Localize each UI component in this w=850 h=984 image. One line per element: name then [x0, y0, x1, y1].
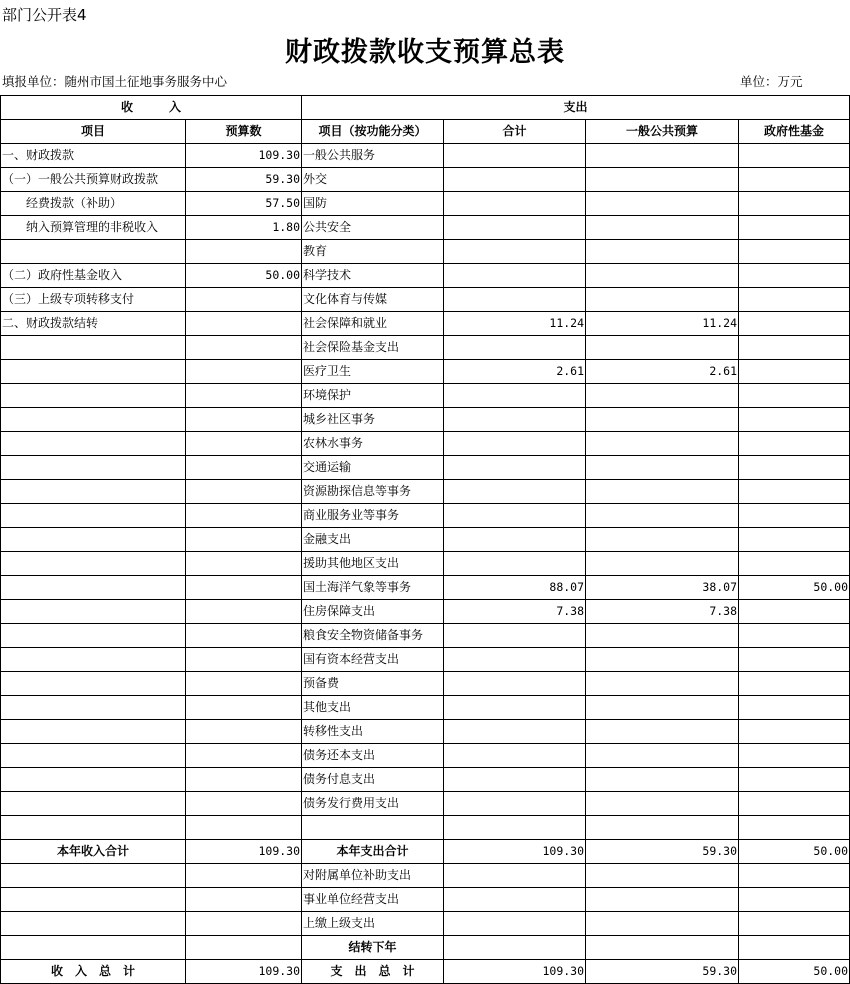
expense-item: 医疗卫生 [302, 360, 444, 384]
income-budget-value [186, 696, 302, 720]
expense-total-value [444, 480, 586, 504]
expense-gov-fund-value [739, 192, 850, 216]
income-item [1, 768, 186, 792]
expense-total-value: 7.38 [444, 600, 586, 624]
expense-grand-total-general: 59.30 [586, 960, 739, 984]
expense-general-value [586, 744, 739, 768]
income-budget-value: 1.80 [186, 216, 302, 240]
expense-gov-fund-value [739, 360, 850, 384]
expense-item: 公共安全 [302, 216, 444, 240]
income-item [1, 648, 186, 672]
income-item [1, 240, 186, 264]
expense-item: 商业服务业等事务 [302, 504, 444, 528]
expense-item: 国土海洋气象等事务 [302, 576, 444, 600]
table-row [1, 360, 850, 384]
table-row [1, 600, 850, 624]
expense-general-value [586, 432, 739, 456]
expense-gov-fund-value [739, 168, 850, 192]
table-row [1, 768, 850, 792]
expense-item: 金融支出 [302, 528, 444, 552]
expense-total-value: 2.61 [444, 360, 586, 384]
income-budget-value: 109.30 [186, 144, 302, 168]
income-item-header: 项目 [1, 120, 186, 144]
income-item [1, 504, 186, 528]
expense-total-value [444, 552, 586, 576]
expense-gov-fund-value [739, 552, 850, 576]
table-row [1, 264, 850, 288]
income-item [1, 792, 186, 816]
expense-total-value [444, 456, 586, 480]
expense-general-value [586, 648, 739, 672]
expense-general-value [586, 768, 739, 792]
expense-item: 资源勘探信息等事务 [302, 480, 444, 504]
expense-item: 上缴上级支出 [302, 912, 444, 936]
income-item [1, 384, 186, 408]
expense-gov-fund-value [739, 720, 850, 744]
income-year-total-label: 本年收入合计 [1, 840, 186, 864]
expense-general-value [586, 528, 739, 552]
expense-item [302, 816, 444, 840]
table-row [1, 480, 850, 504]
table-row [1, 528, 850, 552]
table-row [1, 744, 850, 768]
table-row [1, 792, 850, 816]
expense-total-value [444, 624, 586, 648]
income-item [1, 480, 186, 504]
table-row [1, 912, 850, 936]
expense-gov-fund-value [739, 696, 850, 720]
expense-grand-total-sum: 109.30 [444, 960, 586, 984]
page-title: 财政拨款收支预算总表 [285, 37, 565, 68]
expense-item: 交通运输 [302, 456, 444, 480]
table-row [1, 720, 850, 744]
expense-general-value [586, 336, 739, 360]
table-row [1, 144, 850, 168]
income-item: 二、财政拨款结转 [1, 312, 186, 336]
expense-year-total-label: 本年支出合计 [302, 840, 444, 864]
expense-gov-fund-value [739, 528, 850, 552]
income-item: 纳入预算管理的非税收入 [1, 216, 186, 240]
expense-gov-fund-value [739, 624, 850, 648]
income-item [1, 432, 186, 456]
grand-total-row [1, 960, 850, 984]
expense-total-value [444, 264, 586, 288]
income-item [1, 528, 186, 552]
income-budget-value: 59.30 [186, 168, 302, 192]
income-item [1, 456, 186, 480]
income-item: （一）一般公共预算财政拨款 [1, 168, 186, 192]
income-item [1, 552, 186, 576]
expense-group-header: 支出 [302, 96, 850, 120]
expense-total-value [444, 384, 586, 408]
filler-unit: 填报单位：随州市国土征地事务服务中心 [2, 74, 228, 89]
document-label: 部门公开表4 [2, 6, 87, 24]
table-row [1, 624, 850, 648]
income-budget-value [186, 672, 302, 696]
budget-table [0, 95, 850, 984]
currency-unit: 单位：万元 [740, 74, 803, 89]
table-row [1, 816, 850, 840]
expense-general-value [586, 264, 739, 288]
table-row [1, 384, 850, 408]
expense-general-value [586, 408, 739, 432]
income-grand-total-label: 收 入 总 计 [1, 960, 186, 984]
income-budget-value [186, 768, 302, 792]
expense-gov-fund-value [739, 792, 850, 816]
income-item [1, 600, 186, 624]
expense-general-value [586, 816, 739, 840]
table-row [1, 648, 850, 672]
expense-year-total-sum: 109.30 [444, 840, 586, 864]
expense-total-value [444, 168, 586, 192]
income-item [1, 816, 186, 840]
expense-gov-fund-value [739, 600, 850, 624]
expense-item: 事业单位经营支出 [302, 888, 444, 912]
expense-item: 国有资本经营支出 [302, 648, 444, 672]
expense-general-value [586, 216, 739, 240]
income-item [1, 672, 186, 696]
expense-item: 一般公共服务 [302, 144, 444, 168]
income-budget-value [186, 432, 302, 456]
table-row [1, 672, 850, 696]
table-row [1, 288, 850, 312]
expense-gov-fund-header: 政府性基金 [739, 120, 850, 144]
expense-year-total-general: 59.30 [586, 840, 739, 864]
expense-gov-fund-value [739, 768, 850, 792]
expense-gov-fund-value [739, 432, 850, 456]
expense-item: 国防 [302, 192, 444, 216]
expense-total-value: 88.07 [444, 576, 586, 600]
income-item [1, 744, 186, 768]
expense-general-value [586, 168, 739, 192]
expense-total-value [444, 240, 586, 264]
table-body [1, 144, 850, 984]
expense-general-value [586, 288, 739, 312]
expense-gov-fund-value [739, 504, 850, 528]
expense-gov-fund-value [739, 336, 850, 360]
income-budget-value [186, 312, 302, 336]
income-item: （二）政府性基金收入 [1, 264, 186, 288]
expense-total-value [444, 744, 586, 768]
expense-gov-fund-value [739, 216, 850, 240]
expense-gov-fund-value [739, 312, 850, 336]
expense-general-value [586, 696, 739, 720]
income-budget-value: 57.50 [186, 192, 302, 216]
income-budget-value [186, 816, 302, 840]
income-budget-value [186, 528, 302, 552]
expense-gov-fund-value [739, 744, 850, 768]
expense-total-value [444, 720, 586, 744]
income-budget-value [186, 408, 302, 432]
expense-general-value: 11.24 [586, 312, 739, 336]
expense-item: 对附属单位补助支出 [302, 864, 444, 888]
income-item: （三）上级专项转移支付 [1, 288, 186, 312]
income-budget-value [186, 240, 302, 264]
expense-item: 其他支出 [302, 696, 444, 720]
table-row [1, 408, 850, 432]
expense-gov-fund-value [739, 408, 850, 432]
expense-item: 文化体育与传媒 [302, 288, 444, 312]
table-row [1, 192, 850, 216]
income-budget-value [186, 600, 302, 624]
income-item: 经费拨款（补助） [1, 192, 186, 216]
expense-general-value [586, 552, 739, 576]
expense-gov-fund-value [739, 264, 850, 288]
income-budget-value [186, 744, 302, 768]
expense-total-value [444, 792, 586, 816]
income-item [1, 696, 186, 720]
income-budget-value [186, 480, 302, 504]
expense-total-value [444, 408, 586, 432]
expense-total-value [444, 768, 586, 792]
expense-item: 环境保护 [302, 384, 444, 408]
expense-item-header: 项目（按功能分类） [302, 120, 444, 144]
income-grand-total-value: 109.30 [186, 960, 302, 984]
expense-gov-fund-value [739, 288, 850, 312]
carry-forward-row [1, 936, 850, 960]
expense-general-value [586, 792, 739, 816]
expense-total-value [444, 816, 586, 840]
expense-total-header: 合计 [444, 120, 586, 144]
table-row [1, 504, 850, 528]
expense-total-value [444, 432, 586, 456]
table-row [1, 696, 850, 720]
income-budget-value [186, 504, 302, 528]
expense-year-total-gov-fund: 50.00 [739, 840, 850, 864]
expense-general-value [586, 240, 739, 264]
income-budget-value [186, 288, 302, 312]
income-budget-value [186, 360, 302, 384]
income-budget-value [186, 720, 302, 744]
expense-general-value [586, 504, 739, 528]
income-item [1, 624, 186, 648]
expense-gov-fund-value: 50.00 [739, 576, 850, 600]
expense-general-value [586, 384, 739, 408]
income-year-total-value: 109.30 [186, 840, 302, 864]
table-row [1, 336, 850, 360]
income-budget-value [186, 648, 302, 672]
income-budget-value [186, 552, 302, 576]
expense-general-value: 38.07 [586, 576, 739, 600]
income-budget-value [186, 336, 302, 360]
income-item [1, 576, 186, 600]
table-row [1, 456, 850, 480]
income-budget-value [186, 384, 302, 408]
expense-gov-fund-value [739, 456, 850, 480]
income-item: 一、财政拨款 [1, 144, 186, 168]
expense-general-value [586, 624, 739, 648]
expense-general-value [586, 720, 739, 744]
expense-item: 城乡社区事务 [302, 408, 444, 432]
expense-item: 粮食安全物资储备事务 [302, 624, 444, 648]
expense-general-value: 2.61 [586, 360, 739, 384]
group-header-row [1, 96, 850, 120]
income-item [1, 336, 186, 360]
table-row [1, 432, 850, 456]
expense-gov-fund-value [739, 144, 850, 168]
income-budget-value [186, 576, 302, 600]
expense-item: 教育 [302, 240, 444, 264]
income-budget-header: 预算数 [186, 120, 302, 144]
table-row [1, 888, 850, 912]
expense-gov-fund-value [739, 240, 850, 264]
income-item [1, 408, 186, 432]
table-row [1, 240, 850, 264]
expense-total-value [444, 696, 586, 720]
expense-item: 债务还本支出 [302, 744, 444, 768]
year-total-row [1, 840, 850, 864]
table-row [1, 864, 850, 888]
expense-item: 债务付息支出 [302, 768, 444, 792]
income-budget-value: 50.00 [186, 264, 302, 288]
table-row [1, 552, 850, 576]
income-item [1, 720, 186, 744]
expense-gov-fund-value [739, 672, 850, 696]
expense-grand-total-label: 支 出 总 计 [302, 960, 444, 984]
expense-gov-fund-value [739, 648, 850, 672]
expense-total-value: 11.24 [444, 312, 586, 336]
income-group-header: 收 入 [1, 96, 302, 120]
income-budget-value [186, 624, 302, 648]
expense-item: 社会保险基金支出 [302, 336, 444, 360]
table-row [1, 168, 850, 192]
expense-total-value [444, 144, 586, 168]
expense-item: 援助其他地区支出 [302, 552, 444, 576]
expense-total-value [444, 648, 586, 672]
expense-gov-fund-value [739, 480, 850, 504]
expense-gov-fund-value [739, 816, 850, 840]
expense-item: 转移性支出 [302, 720, 444, 744]
income-budget-value [186, 456, 302, 480]
table-row [1, 216, 850, 240]
table-row [1, 576, 850, 600]
expense-total-value [444, 216, 586, 240]
expense-general-value [586, 456, 739, 480]
expense-general-value: 7.38 [586, 600, 739, 624]
expense-general-value [586, 192, 739, 216]
table-row [1, 312, 850, 336]
expense-total-value [444, 672, 586, 696]
expense-general-value [586, 480, 739, 504]
expense-total-value [444, 288, 586, 312]
carry-forward-label: 结转下年 [302, 936, 444, 960]
income-item [1, 360, 186, 384]
expense-item: 住房保障支出 [302, 600, 444, 624]
expense-item: 科学技术 [302, 264, 444, 288]
expense-item: 社会保障和就业 [302, 312, 444, 336]
expense-grand-total-gov-fund: 50.00 [739, 960, 850, 984]
expense-general-header: 一般公共预算 [586, 120, 739, 144]
expense-gov-fund-value [739, 384, 850, 408]
expense-total-value [444, 192, 586, 216]
expense-item: 外交 [302, 168, 444, 192]
income-budget-value [186, 792, 302, 816]
expense-general-value [586, 672, 739, 696]
expense-item: 农林水事务 [302, 432, 444, 456]
expense-item: 预备费 [302, 672, 444, 696]
expense-total-value [444, 504, 586, 528]
expense-total-value [444, 336, 586, 360]
expense-item: 债务发行费用支出 [302, 792, 444, 816]
expense-general-value [586, 144, 739, 168]
expense-total-value [444, 528, 586, 552]
column-header-row [1, 120, 850, 144]
